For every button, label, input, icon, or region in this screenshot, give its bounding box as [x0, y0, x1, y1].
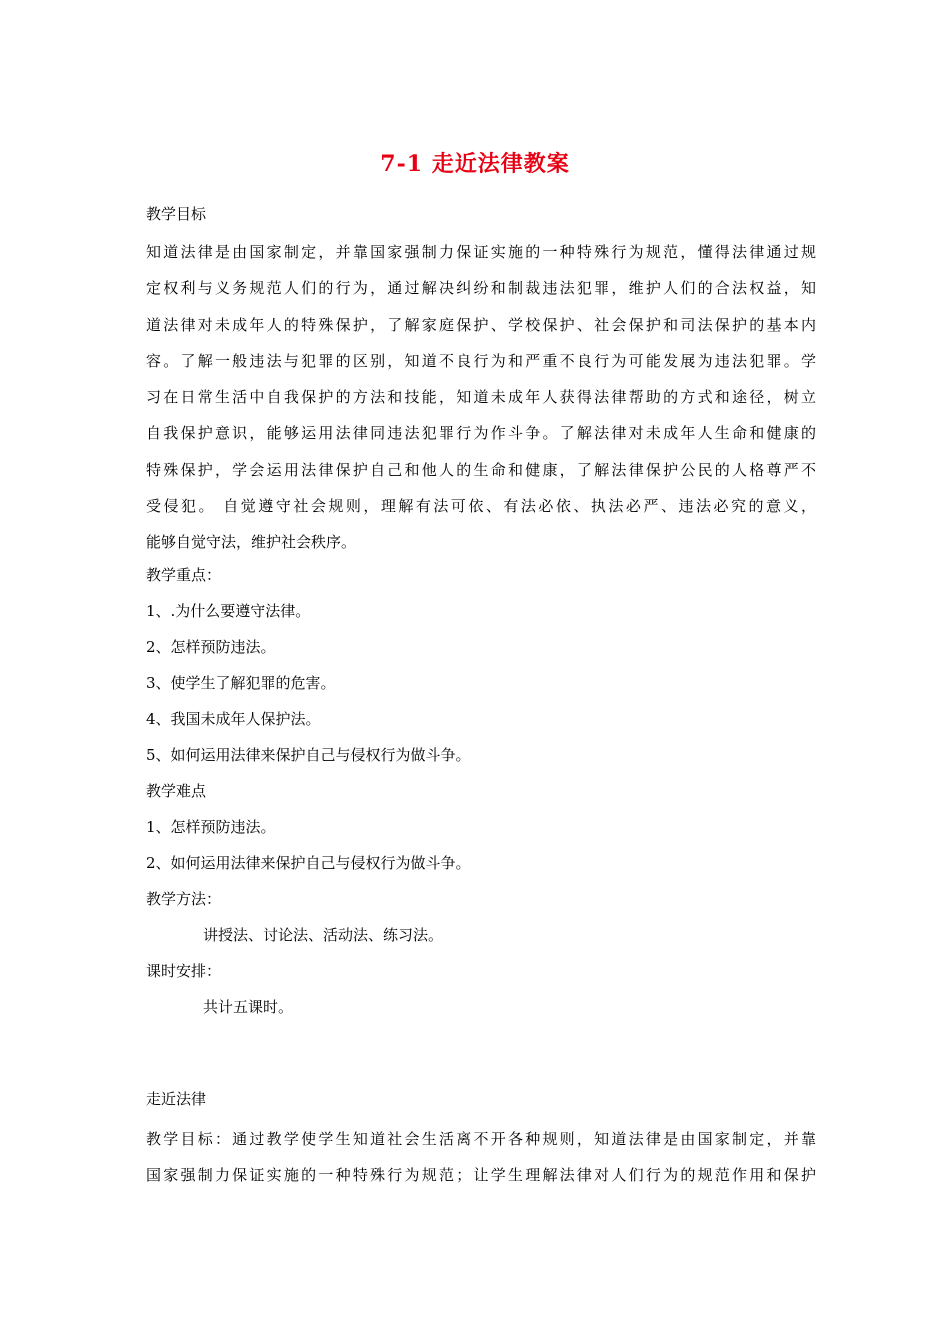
- difficulty-heading: 教学难点: [146, 781, 207, 800]
- document-body: [146, 200, 816, 1193]
- section-spacer: [146, 1029, 816, 1085]
- paragraph-line: 受侵犯。 自觉遵守社会规则，理解有法可依、有法必依、执法必严、违法必究的意义，: [146, 497, 816, 516]
- lesson-heading: 走近法律: [146, 1089, 207, 1108]
- schedule-heading: 课时安排：: [146, 961, 222, 980]
- paragraph-line: 知道法律是由国家制定，并靠国家强制力保证实施的一种特殊行为规范，懂得法律通过规: [146, 243, 816, 261]
- focus-item: 1、.为什么要遵守法律。: [146, 601, 311, 620]
- lesson-line: 国家强制力保证实施的一种特殊行为规范；让学生理解法律对人们行为的规范作用和保护: [146, 1165, 816, 1184]
- document-title: 7-1 走近法律教案: [380, 151, 570, 177]
- method-heading: 教学方法：: [146, 889, 222, 908]
- paragraph-line: 容。了解一般违法与犯罪的区别，知道不良行为和严重不良行为可能发展为违法犯罪。学: [146, 351, 816, 370]
- focus-item: 3、使学生了解犯罪的危害。: [146, 673, 336, 692]
- paragraph-line: 定权利与义务规范人们的行为，通过解决纠纷和制裁违法犯罪，维护人们的合法权益，知: [146, 279, 816, 298]
- paragraph-line: 道法律对未成年人的特殊保护，了解家庭保护、学校保护、社会保护和司法保护的基本内: [146, 315, 816, 334]
- method-text: 讲授法、讨论法、活动法、练习法。: [203, 925, 444, 944]
- focus-item: 5、如何运用法律来保护自己与侵权行为做斗争。: [146, 745, 471, 764]
- objectives-paragraph: [146, 234, 816, 561]
- focus-heading: 教学重点：: [146, 565, 222, 584]
- schedule-text: 共计五课时。: [203, 997, 294, 1016]
- lesson-line: 教学目标：通过教学使学生知道社会生活离不开各种规则，知道法律是由国家制定，并靠: [146, 1129, 816, 1148]
- paragraph-line: 能够自觉守法，维护社会秩序。: [146, 533, 357, 552]
- objectives-heading: 教学目标: [146, 205, 207, 223]
- focus-item: 4、我国未成年人保护法。: [146, 709, 321, 728]
- difficulty-item: 1、怎样预防违法。: [146, 817, 276, 836]
- paragraph-line: 习在日常生活中自我保护的方法和技能，知道未成年人获得法律帮助的方式和途径，树立: [146, 388, 816, 407]
- paragraph-line: 自我保护意识，能够运用法律同违法犯罪行为作斗争。了解法律对未成年人生命和健康的: [146, 424, 816, 443]
- difficulty-item: 2、如何运用法律来保护自己与侵权行为做斗争。: [146, 853, 471, 872]
- focus-item: 2、怎样预防违法。: [146, 637, 276, 656]
- paragraph-line: 特殊保护，学会运用法律保护自己和他人的生命和健康，了解法律保护公民的人格尊严不: [146, 460, 816, 479]
